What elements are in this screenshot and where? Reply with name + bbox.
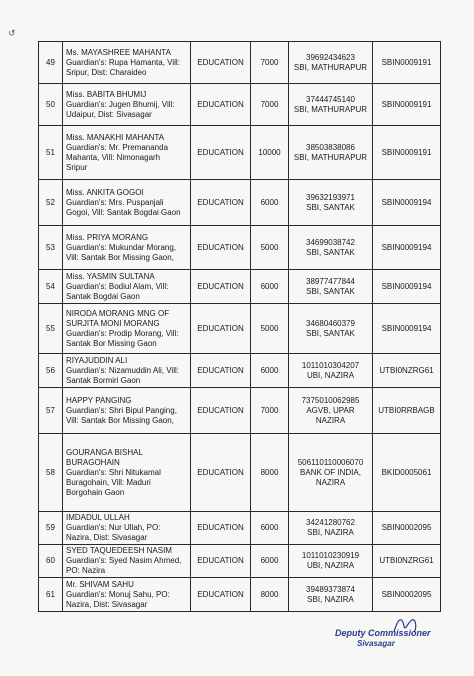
ifsc-cell-line: SBIN0002095 [381, 589, 432, 599]
ifsc-cell [373, 126, 441, 180]
name-cell-line: SURJITA MONI MORANG [66, 318, 160, 328]
amount-cell-line: 6000 [260, 556, 279, 565]
amount-cell [251, 434, 289, 512]
table-row [39, 304, 441, 354]
name-cell-line: HAPPY PANGING [66, 395, 132, 405]
account-cell-line: SBI, NAZIRA [307, 594, 354, 604]
serial-cell [39, 180, 63, 226]
ifsc-cell [373, 84, 441, 126]
account-cell [289, 270, 373, 304]
sector-cell [191, 388, 251, 434]
name-cell-line: Miss. MANAKHI MAHANTA [66, 132, 165, 142]
margin-mark: ↺ [8, 28, 16, 38]
beneficiary-table [38, 41, 441, 612]
name-cell [63, 126, 191, 180]
account-cell-line: UBI, NAZIRA [306, 561, 355, 570]
sector-cell [191, 578, 251, 612]
name-cell-line: Guardian's: Shri Nitukamal [66, 467, 161, 477]
name-cell [63, 270, 191, 304]
account-cell-line: SBI, SANTAK [306, 247, 355, 257]
name-cell-line: Udaipur, Dist: Sivasagar [66, 109, 152, 119]
account-cell-line: 506110110006070 [297, 457, 364, 467]
account-cell-line: 39489373874 [306, 584, 355, 594]
account-cell-line: NAZIRA [315, 415, 346, 425]
serial-cell [39, 578, 63, 612]
serial-cell-line: 55 [46, 323, 55, 333]
ifsc-cell-line: BKID0005061 [381, 467, 432, 477]
ifsc-cell-line: SBIN0009194 [381, 242, 432, 252]
serial-cell-line: 49 [46, 57, 55, 67]
sector-cell-line: EDUCATION [197, 242, 244, 252]
sector-cell-line: EDUCATION [197, 147, 244, 157]
amount-cell [251, 226, 289, 270]
account-cell-line: SBI, NAZIRA [307, 528, 354, 537]
account-cell-line: UBI, NAZIRA [306, 370, 355, 380]
name-cell-line: Guardian's: Jugen Bhumij, Vill: [66, 99, 175, 109]
account-cell [289, 354, 373, 388]
sector-cell-line: EDUCATION [197, 57, 244, 67]
sector-cell [191, 434, 251, 512]
name-cell [63, 180, 191, 226]
serial-cell-line: 50 [46, 99, 55, 109]
account-cell-line: 1011010304207 [301, 360, 360, 370]
account-cell-line: 1011010230919 [301, 551, 360, 560]
account-cell [289, 304, 373, 354]
sector-cell [191, 42, 251, 84]
ifsc-cell [373, 578, 441, 612]
name-cell [63, 304, 191, 354]
table-row [39, 578, 441, 612]
serial-cell [39, 126, 63, 180]
name-cell-line: Guardian's: Mr. Premananda [66, 142, 169, 152]
serial-cell [39, 304, 63, 354]
ifsc-cell [373, 354, 441, 388]
account-cell-line: SBI, SANTAK [306, 328, 355, 338]
account-cell [289, 226, 373, 270]
name-cell-line: Nazira, Dist: Sivasagar [66, 599, 148, 609]
table-row [39, 512, 441, 545]
account-cell-line: 39692434623 [306, 52, 355, 62]
table-row [39, 84, 441, 126]
name-cell-line: Guardian's: Nur Ullah, PO: [66, 523, 161, 532]
sector-cell-line: EDUCATION [197, 523, 244, 532]
signature-title: Deputy Commissioner [335, 628, 431, 638]
account-cell [289, 42, 373, 84]
ifsc-cell [373, 545, 441, 578]
account-cell-line: AGVB, UPAR [306, 405, 355, 415]
table-row [39, 126, 441, 180]
amount-cell-line: 8000 [260, 467, 279, 477]
name-cell-line: Guardian's: Mrs. Puspanjali [66, 197, 164, 207]
name-cell-line: Guardian's: Mukundar Morang, [66, 242, 177, 252]
serial-cell [39, 434, 63, 512]
amount-cell [251, 578, 289, 612]
name-cell-line: Mr. SHIVAM SAHU [66, 579, 134, 589]
serial-cell-line: 59 [46, 523, 55, 532]
sector-cell-line: EDUCATION [197, 197, 244, 207]
account-cell-line: SBI, SANTAK [306, 286, 355, 296]
sector-cell [191, 545, 251, 578]
name-cell-line: Miss. BABITA BHUMIJ [66, 89, 147, 99]
ifsc-cell-line: SBIN0009191 [381, 147, 432, 157]
account-cell [289, 512, 373, 545]
amount-cell-line: 6000 [260, 523, 279, 532]
ifsc-cell-line: UTBI0RRBAGB [378, 405, 435, 415]
name-cell-line: Vill: Santak Bor Missing Gaon, [66, 415, 174, 425]
sector-cell [191, 354, 251, 388]
name-cell-line: Borgohain Gaon [66, 487, 125, 497]
amount-cell [251, 270, 289, 304]
account-cell-line: SBI, SANTAK [306, 202, 355, 212]
account-cell [289, 180, 373, 226]
name-cell-line: Ms. MAYASHREE MAHANTA [66, 47, 171, 57]
amount-cell-line: 7000 [260, 57, 279, 67]
serial-cell-line: 54 [46, 281, 55, 291]
serial-cell [39, 388, 63, 434]
name-cell-line: Guardian's: Syed Nasim Ahmed, [66, 556, 182, 565]
account-cell-line: 7375010062985 [301, 395, 360, 405]
sector-cell [191, 270, 251, 304]
name-cell-line: Miss. YASMIN SULTANA [66, 271, 155, 281]
account-cell-line: NAZIRA [315, 477, 346, 487]
amount-cell-line: 6000 [260, 197, 279, 207]
name-cell-line: Guardian's: Shri Bipul Panging, [66, 405, 177, 415]
account-cell [289, 388, 373, 434]
table-row [39, 270, 441, 304]
serial-cell [39, 226, 63, 270]
sector-cell-line: EDUCATION [197, 467, 244, 477]
name-cell-line: Miss. ANKITA GOGOI [66, 187, 144, 197]
sector-cell-line: EDUCATION [197, 365, 244, 375]
name-cell [63, 388, 191, 434]
name-cell-line: Sripur, Dist: Charaideo [66, 67, 147, 77]
name-cell [63, 578, 191, 612]
sector-cell [191, 226, 251, 270]
name-cell-line: Mahanta, Vill: Nimonagarh [66, 152, 161, 162]
sector-cell [191, 180, 251, 226]
sector-cell-line: EDUCATION [197, 405, 244, 415]
name-cell-line: Guardian's: Rupa Hamanta, Vill: [66, 57, 180, 67]
account-cell-line: 37444745140 [306, 94, 355, 104]
name-cell-line: Guardian's: Monuj Sahu, PO: [66, 589, 170, 599]
name-cell-line: IMDADUL ULLAH [66, 513, 130, 522]
name-cell-line: Gogoi, Vill: Santak Bogdai Gaon [66, 207, 181, 217]
table-body [39, 42, 441, 612]
table-row [39, 180, 441, 226]
amount-cell-line: 6000 [260, 365, 279, 375]
amount-cell-line: 7000 [260, 99, 279, 109]
name-cell [63, 354, 191, 388]
amount-cell [251, 42, 289, 84]
ifsc-cell [373, 388, 441, 434]
name-cell [63, 434, 191, 512]
table-row [39, 388, 441, 434]
amount-cell [251, 126, 289, 180]
name-cell-line: Guardian's: Nizamuddin Ali, Vill: [66, 365, 179, 375]
serial-cell-line: 51 [46, 147, 55, 157]
ifsc-cell [373, 434, 441, 512]
name-cell-line: PO: Nazira [66, 566, 106, 575]
amount-cell [251, 388, 289, 434]
ifsc-cell-line: SBIN0002095 [381, 523, 432, 532]
name-cell [63, 84, 191, 126]
account-cell [289, 578, 373, 612]
name-cell-line: Guardian's: Prodip Morang, Vill: [66, 328, 179, 338]
table-row [39, 226, 441, 270]
amount-cell [251, 180, 289, 226]
table-row [39, 42, 441, 84]
ifsc-cell [373, 226, 441, 270]
signature-block [335, 628, 465, 648]
sector-cell [191, 126, 251, 180]
name-cell-line: RIYAJUDDIN ALI [66, 355, 128, 365]
name-cell [63, 42, 191, 84]
name-cell-line: GOURANGA BISHAL [66, 447, 143, 457]
serial-cell [39, 545, 63, 578]
amount-cell [251, 545, 289, 578]
ifsc-cell-line: SBIN0009194 [381, 323, 432, 333]
serial-cell [39, 42, 63, 84]
amount-cell [251, 512, 289, 545]
amount-cell [251, 354, 289, 388]
amount-cell-line: 10000 [258, 147, 281, 157]
amount-cell-line: 6000 [260, 281, 279, 291]
ifsc-cell [373, 304, 441, 354]
serial-cell-line: 61 [46, 589, 55, 599]
name-cell-line: Sripur [66, 162, 88, 172]
sector-cell [191, 84, 251, 126]
sector-cell-line: EDUCATION [197, 323, 244, 333]
name-cell-line: SYED TAQUEDEESH NASIM [66, 546, 172, 555]
name-cell-line: Santak Bormiri Gaon [66, 375, 141, 385]
amount-cell-line: 7000 [260, 405, 279, 415]
serial-cell-line: 57 [46, 405, 55, 415]
signature-place: Sivasagar [357, 639, 395, 648]
ifsc-cell [373, 42, 441, 84]
ifsc-cell-line: UTBI0NZRG61 [379, 556, 434, 565]
account-cell-line: 39632193971 [306, 192, 355, 202]
sector-cell [191, 512, 251, 545]
name-cell-line: Guardian's: Bodiul Alam, Vill: [66, 281, 169, 291]
table-row [39, 545, 441, 578]
ifsc-cell-line: SBIN0009191 [381, 99, 432, 109]
account-cell [289, 545, 373, 578]
serial-cell-line: 53 [46, 242, 55, 252]
name-cell-line: Vill: Santak Bor Missing Gaon, [66, 252, 174, 262]
name-cell-line: Buragohain, Vill: Maduri [66, 477, 151, 487]
account-cell-line: SBI, MATHURAPUR [293, 104, 368, 114]
ifsc-cell-line: SBIN0009194 [381, 197, 432, 207]
serial-cell-line: 58 [46, 467, 55, 477]
sector-cell-line: EDUCATION [197, 589, 244, 599]
name-cell [63, 226, 191, 270]
amount-cell-line: 5000 [260, 242, 279, 252]
name-cell-line: Santak Bogdai Gaon [66, 291, 140, 301]
sector-cell-line: EDUCATION [197, 556, 244, 565]
serial-cell-line: 60 [46, 556, 55, 565]
name-cell-line: Nazira, Dist: Sivasagar [66, 533, 148, 542]
serial-cell [39, 84, 63, 126]
signature-scribble [390, 614, 420, 636]
amount-cell-line: 8000 [260, 589, 279, 599]
name-cell-line: Santak Bor Missing Gaon [66, 338, 157, 348]
name-cell [63, 545, 191, 578]
ifsc-cell-line: UTBI0NZRG61 [379, 365, 434, 375]
sector-cell [191, 304, 251, 354]
name-cell-line: BURAGOHAIN [66, 457, 120, 467]
amount-cell [251, 84, 289, 126]
amount-cell [251, 304, 289, 354]
sector-cell-line: EDUCATION [197, 281, 244, 291]
name-cell-line: Miss. PRIYA MORANG [66, 232, 149, 242]
account-cell-line: 34699038742 [306, 237, 355, 247]
account-cell [289, 126, 373, 180]
name-cell [63, 512, 191, 545]
ifsc-cell [373, 270, 441, 304]
account-cell-line: 34241280762 [306, 518, 355, 527]
account-cell-line: SBI, MATHURAPUR [293, 62, 368, 72]
serial-cell-line: 56 [46, 365, 55, 375]
serial-cell [39, 270, 63, 304]
table-row [39, 434, 441, 512]
ifsc-cell-line: SBIN0009194 [381, 281, 432, 291]
account-cell [289, 84, 373, 126]
account-cell-line: BANK OF INDIA, [300, 467, 361, 477]
sector-cell-line: EDUCATION [197, 99, 244, 109]
account-cell-line: 34680460379 [306, 318, 355, 328]
serial-cell [39, 354, 63, 388]
serial-cell [39, 512, 63, 545]
account-cell [289, 434, 373, 512]
name-cell-line: NIRODA MORANG MNG OF [66, 308, 170, 318]
account-cell-line: 38977477844 [306, 276, 355, 286]
ifsc-cell [373, 512, 441, 545]
account-cell-line: 38503838086 [306, 142, 355, 152]
table-row [39, 354, 441, 388]
account-cell-line: SBI, MATHURAPUR [293, 152, 368, 162]
ifsc-cell-line: SBIN0009191 [381, 57, 432, 67]
serial-cell-line: 52 [46, 197, 55, 207]
amount-cell-line: 5000 [260, 323, 279, 333]
ifsc-cell [373, 180, 441, 226]
